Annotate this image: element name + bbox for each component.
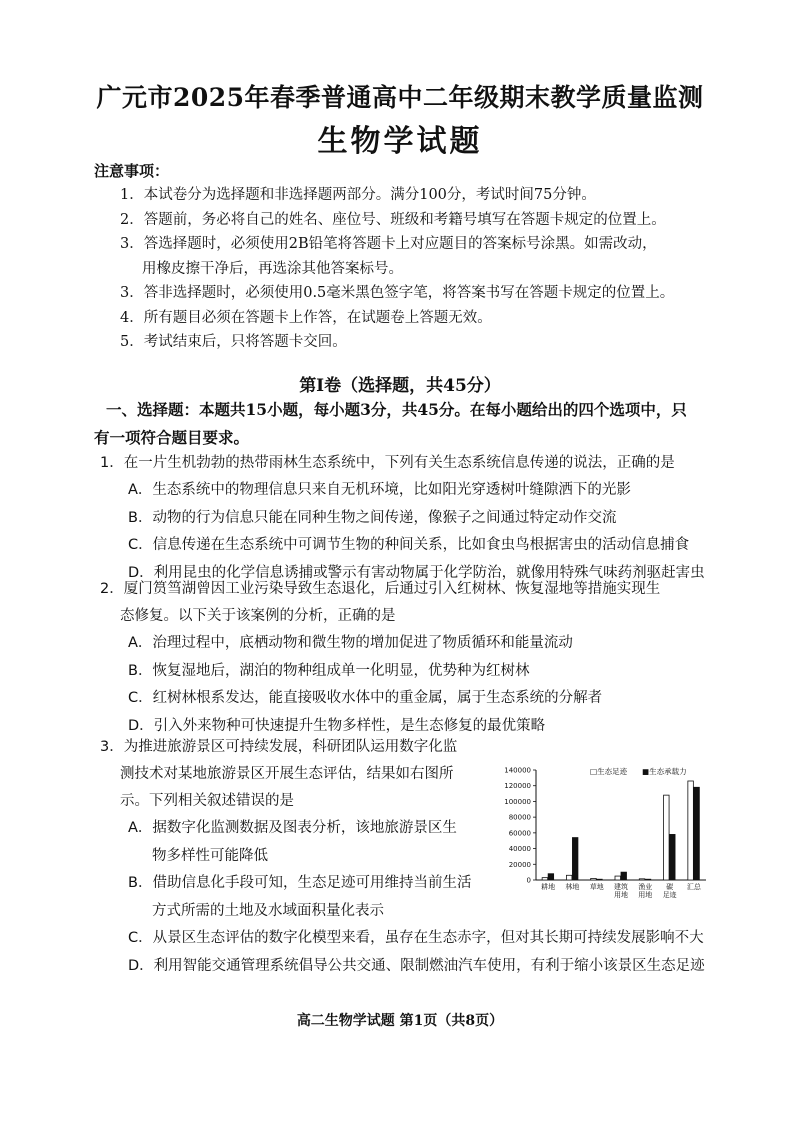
option-a: A．治理过程中，底栖动物和微生物的增加促进了物质循环和能量流动 <box>128 635 573 651</box>
ecological-footprint-chart <box>490 762 710 902</box>
option-c: C．信息传递在生态系统中可调节生物的种间关系，比如食虫鸟根据害虫的活动信息捕食 <box>128 537 690 553</box>
bar-capacity <box>645 879 651 880</box>
option-c: C．红树林根系发达，能直接吸收水体中的重金属，属于生态系统的分解者 <box>128 690 603 706</box>
x-tick-label: 足迹 <box>662 891 677 899</box>
option-d: D．利用昆虫的化学信息诱捕或警示有害动物属于化学防治，就像用特殊气味药剂驱赶害虫 <box>128 564 705 581</box>
option-a-continued: 物多样性可能降低 <box>152 847 268 864</box>
bar-capacity <box>621 872 627 880</box>
question-stem-continued: 测技术对某地旅游景区开展生态评估，结果如右图所 <box>120 766 454 782</box>
x-tick-label: 草地 <box>589 883 604 891</box>
bar-footprint <box>639 879 645 880</box>
question-stem: 3．为推进旅游景区可持续发展，科研团队运用数字化监 <box>100 739 458 755</box>
option-c: C．从景区生态评估的数字化模型来看，虽存在生态赤字，但对其长期可持续发展影响不大 <box>128 930 704 946</box>
x-tick-label: 用地 <box>638 891 653 899</box>
bar-capacity <box>572 838 578 880</box>
y-tick-label: 80000 <box>508 813 531 822</box>
x-tick-label: 渔业 <box>638 883 653 891</box>
instruction-line: 一、选择题：本题共15小题，每小题3分，共45分。在每小题给出的四个选项中，只 <box>106 400 687 419</box>
option-d: D．引入外来物种可快速提升生物多样性，是生态修复的最优策略 <box>128 717 546 734</box>
bar-footprint <box>542 878 548 880</box>
section-instruction <box>94 396 714 452</box>
bar-capacity <box>597 879 603 880</box>
question-2 <box>100 576 720 740</box>
bar-footprint <box>591 878 597 880</box>
bar-footprint <box>615 876 621 880</box>
bar-footprint <box>688 781 694 880</box>
x-tick-label: 建筑 <box>614 883 628 891</box>
bar-footprint <box>664 795 670 880</box>
bar-footprint <box>566 875 572 880</box>
y-tick-label: 40000 <box>508 845 531 854</box>
instruction-line: 有一项符合题目要求。 <box>94 428 250 447</box>
option-a: A．生态系统中的物理信息只来自无机环境，比如阳光穿透树叶缝隙洒下的光影 <box>128 482 631 498</box>
x-tick-label: 碳 <box>666 883 674 891</box>
question-stem: 1．在一片生机勃勃的热带雨林生态系统中，下列有关生态系统信息传递的说法，正确的是 <box>100 455 675 471</box>
bar-capacity <box>694 787 700 880</box>
notice-item: 2．答题前，务必将自己的姓名、座位号、班级和考籍号填写在答题卡规定的位置上。 <box>120 211 666 228</box>
y-tick-label: 0 <box>526 876 531 885</box>
section-title: 第Ⅰ卷（选择题，共45分） <box>299 376 501 396</box>
question-stem: 2．厦门筼筜湖曾因工业污染导致生态退化，后通过引入红树林、恢复湿地等措施实现生 <box>100 581 661 597</box>
option-b-continued: 方式所需的土地及水域面积量化表示 <box>152 902 384 919</box>
option-d: D．利用智能交通管理系统倡导公共交通、限制燃油汽车使用，有利于缩小该景区生态足迹 <box>128 957 705 974</box>
question-stem-continued: 态修复。以下关于该案例的分析，正确的是 <box>120 608 396 624</box>
y-tick-label: 100000 <box>504 797 531 806</box>
x-tick-label: 汇总 <box>686 883 701 891</box>
x-tick-label: 林地 <box>565 883 580 891</box>
notice-item-continued: 用橡皮擦干净后，再选涂其他答案标号。 <box>142 260 403 277</box>
exam-subject-title: 生物学试题 <box>317 124 483 159</box>
exam-title: 广元市2025年春季普通高中二年级期末教学质量监测 <box>96 83 704 112</box>
x-tick-label: 耕地 <box>541 883 556 891</box>
notice-item: 4．所有题目必须在答题卡上作答，在试题卷上答题无效。 <box>120 309 492 326</box>
notice-list <box>120 183 720 355</box>
y-tick-label: 20000 <box>508 860 531 869</box>
notice-item: 1．本试卷分为选择题和非选择题两部分。满分100分，考试时间75分钟。 <box>120 187 596 203</box>
legend-capacity: ■生态承载力 <box>642 767 687 776</box>
y-tick-label: 140000 <box>504 766 531 775</box>
legend-footprint: □生态足迹 <box>590 767 628 776</box>
y-tick-label: 120000 <box>504 782 531 791</box>
bar-capacity <box>548 874 554 880</box>
bar-capacity <box>670 834 676 880</box>
option-b: B．恢复湿地后，湖泊的物种组成单一化明显，优势种为红树林 <box>128 662 530 679</box>
x-tick-label: 用地 <box>614 891 628 899</box>
notice-heading: 注意事项： <box>94 162 170 180</box>
question-1 <box>100 450 720 587</box>
option-b: B．动物的行为信息只能在同种生物之间传递，像猴子之间通过特定动作交流 <box>128 509 617 526</box>
notice-item: 3．答非选择题时，必须使用0.5毫米黑色签字笔，将答案书写在答题卡规定的位置上。 <box>120 285 675 301</box>
option-a: A．据数字化监测数据及图表分析，该地旅游景区生 <box>128 820 457 836</box>
notice-item: 5．考试结束后，只将答题卡交回。 <box>120 334 347 350</box>
y-tick-label: 60000 <box>508 829 531 838</box>
option-b: B．借助信息化手段可知，生态足迹可用维持当前生活 <box>128 875 472 891</box>
notice-item: 3．答选择题时，必须使用2B铅笔将答题卡上对应题目的答案标号涂黑。如需改动， <box>120 236 657 252</box>
page-footer: 高二生物学试题 第1页（共8页） <box>296 1013 504 1029</box>
question-stem-continued: 示。下列相关叙述错误的是 <box>120 793 294 809</box>
